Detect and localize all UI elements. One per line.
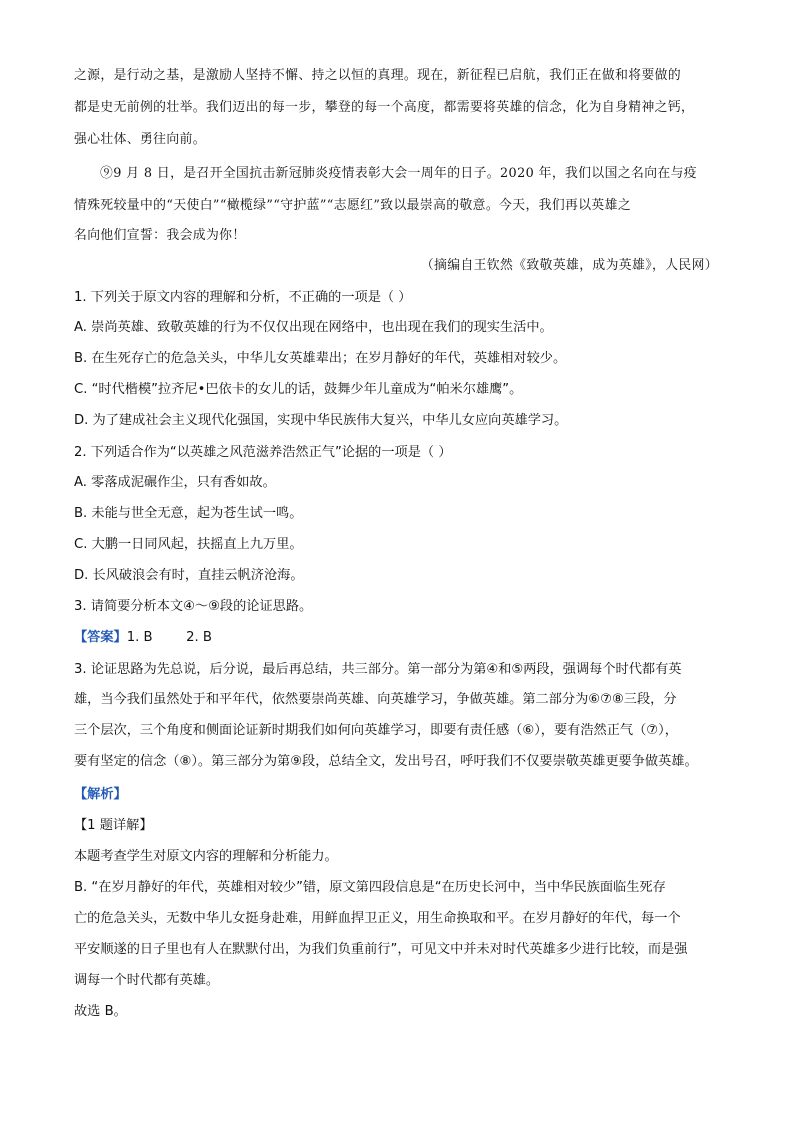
answer-q3-line: 雄，当今我们虽然处于和平年代，依然要崇尚英雄、向英雄学习，争做英雄。第二部分为⑥⑦⑧三段，分 bbox=[74, 692, 677, 707]
question-1-option-b: B. 在生死存亡的危急关头，中华儿女英雄辈出；在岁月静好的年代，英雄相对较少。 bbox=[74, 351, 567, 366]
question-2-option-a: A. 零落成泥碾作尘，只有香如故。 bbox=[74, 475, 276, 490]
answer-label: 【答案】 bbox=[74, 630, 127, 645]
analysis-detail-line: 平安顺遂的日子里也有人在默默付出，为我们负重前行”，可见文中并未对时代英雄多少进行比较，而是强 bbox=[74, 942, 688, 957]
analysis-detail-line: 亡的危急关头，无数中华儿女挺身赴难，用鲜血捍卫正义，用生命换取和平。在岁月静好的年代，每一个 bbox=[74, 911, 681, 926]
analysis-q1-label: 【1 题详解】 bbox=[74, 818, 153, 833]
question-2-option-b: B. 未能与世全无意，起为苍生试一鸣。 bbox=[74, 506, 303, 521]
question-1-option-a: A. 崇尚英雄、致敬英雄的行为不仅仅出现在网络中，也出现在我们的现实生活中。 bbox=[74, 320, 553, 335]
answer-q3-line: 三个层次，三个角度和侧面论证新时期我们如何向英雄学习，即要有责任感（⑥），要有浩然正气（⑦）， bbox=[74, 723, 678, 738]
question-3-stem: 3. 请简要分析本文④～⑨段的论证思路。 bbox=[74, 599, 313, 614]
article-source: （摘编自王钦然《致敬英雄，成为英雄》，人民网） bbox=[420, 258, 718, 273]
question-1-option-c: C. “时代楷模”拉齐尼•巴依卡的女儿的话，鼓舞少年儿童成为“帕米尔雄鹰”。 bbox=[74, 382, 523, 397]
answer-choices: 1. B 2. B bbox=[126, 630, 212, 645]
question-2-stem: 2. 下列适合作为“以英雄之风范滋养浩然正气”论据的一项是（ ） bbox=[74, 445, 452, 460]
question-2-option-c: C. 大鹏一日同风起，扶摇直上九万里。 bbox=[74, 537, 303, 552]
answer-q3-line: 3. 论证思路为先总说，后分说，最后再总结，共三部分。第一部分为第④和⑤两段，强调每个时代都有英 bbox=[74, 662, 682, 677]
question-1-stem: 1. 下列关于原文内容的理解和分析，不正确的一项是（ ） bbox=[74, 290, 412, 305]
article-paragraph-line: 强心壮体、勇往向前。 bbox=[74, 132, 206, 147]
analysis-detail-line: B. “在岁月静好的年代，英雄相对较少”错，原文第四段信息是“在历史长河中，当中华民族面临生死存 bbox=[74, 880, 666, 895]
answer-line bbox=[74, 629, 734, 647]
question-2-option-d: D. 长风破浪会有时，直挂云帆济沧海。 bbox=[74, 568, 304, 583]
question-1-option-d: D. 为了建成社会主义现代化强国，实现中华民族伟大复兴，中华儿女应向英雄学习。 bbox=[74, 413, 568, 428]
analysis-detail-line: 调每一个时代都有英雄。 bbox=[74, 973, 220, 988]
article-paragraph-line: 情殊死较量中的“天使白”“橄榄绿”“守护蓝”“志愿红”致以最崇高的敬意。今天，我们再以英雄之 bbox=[74, 198, 632, 213]
article-paragraph-line: 都是史无前例的壮举。我们迈出的每一步，攀登的每一个高度，都需要将英雄的信念，化为自身精神之钙， bbox=[74, 100, 695, 115]
article-paragraph-line: 之源，是行动之基，是激励人坚持不懈、持之以恒的真理。现在，新征程已启航，我们正在做和将要做的 bbox=[74, 68, 682, 83]
answer-q3-line: 要有坚定的信念（⑧）。第三部分为第⑨段，总结全文，发出号召，呼吁我们不仅要崇敬英雄更要争做英雄。 bbox=[74, 754, 698, 769]
analysis-label: 【解析】 bbox=[74, 787, 127, 802]
analysis-intro: 本题考查学生对原文内容的理解和分析能力。 bbox=[74, 849, 338, 864]
article-paragraph-line: 名向他们宣誓：我会成为你！ bbox=[74, 228, 246, 243]
analysis-conclusion: 故选 B。 bbox=[74, 1004, 127, 1019]
article-paragraph-line: ⑨9 月 8 日，是召开全国抗击新冠肺炎疫情表彰大会一周年的日子。2020 年，我们以国之名向在与疫 bbox=[100, 166, 697, 181]
